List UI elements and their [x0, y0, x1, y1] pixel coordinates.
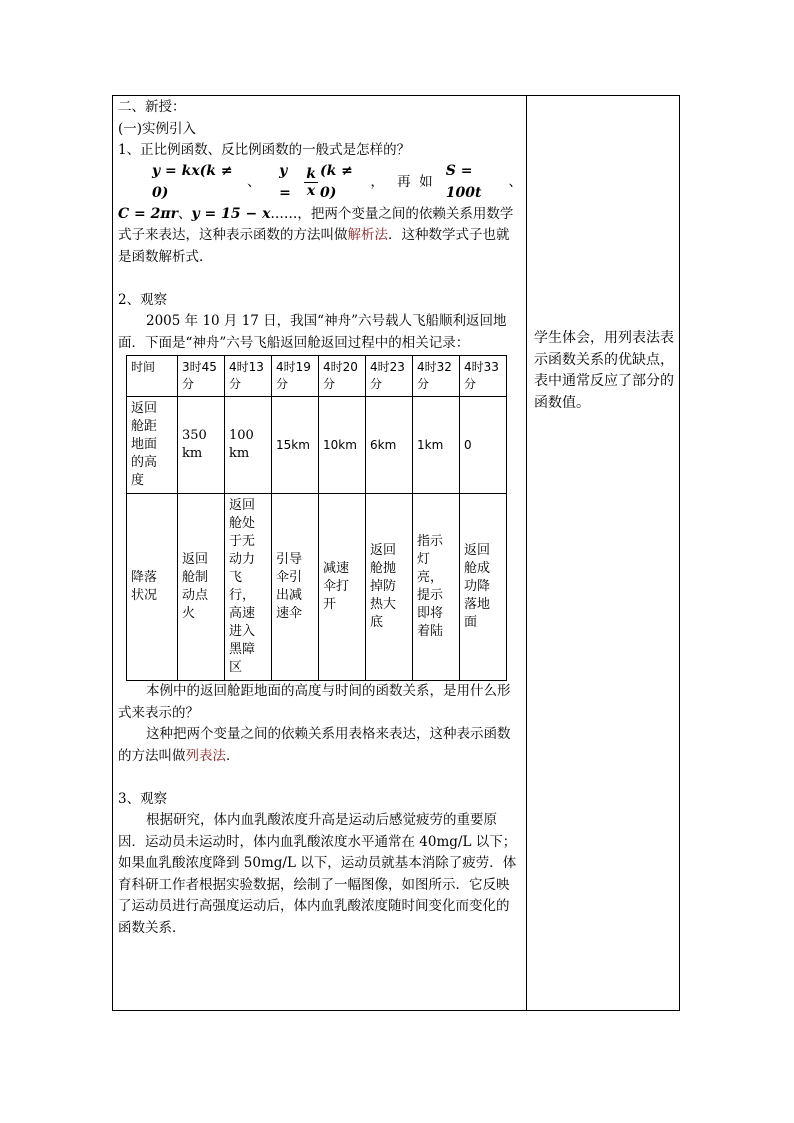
- observation-2-question: 本例中的返回舱距地面的高度与时间的函数关系，是用什么形式来表示的？: [118, 683, 511, 721]
- formula-explanation-end: ．这种数学式子也就是函数解析式．: [118, 227, 510, 265]
- section-heading: 二、新授：: [118, 99, 186, 115]
- table-row-height: [127, 397, 507, 494]
- table-cell-time: 4时33分: [460, 356, 507, 397]
- observation-2-heading: 2、观察: [118, 291, 168, 308]
- term-table-method: 列表法: [185, 747, 226, 764]
- table-cell-height: 350km: [178, 397, 225, 494]
- formula-inverse-fraction: [304, 166, 318, 199]
- formula-again-text: 再 如: [397, 173, 433, 190]
- observation-2-answer: 这种把两个变量之间的依赖关系用表格来表达，这种表示函数的方法叫做列表法．: [118, 726, 511, 764]
- table-cell-height: 100km: [225, 397, 272, 494]
- formula-inverse-condition: (k ≠ 0): [319, 163, 353, 201]
- table-cell-time: 4时20分: [319, 356, 366, 397]
- formula-circumference: C = 2πr: [118, 205, 178, 222]
- observation-2-intro: 2005 年 10 月 17 日，我国“神舟”六号载人飞船顺利返回地面．下面是“神舟”六号飞船返回舱返回过程中的相关记录：: [118, 313, 507, 351]
- formula-separator: 、: [508, 173, 522, 190]
- table-cell-status: 返回舱处于无动力飞行，高速进入黑障区: [225, 494, 272, 681]
- table-cell-height: 1km: [413, 397, 460, 494]
- table-cell-status: 返回舱制动点火: [178, 494, 225, 681]
- table-cell-height: 10km: [319, 397, 366, 494]
- table-cell-time: 4时23分: [366, 356, 413, 397]
- table-cell-time: 4时13分: [225, 356, 272, 397]
- table-cell-status: 返回舱抛掉防热大底: [366, 494, 413, 681]
- formula-explanation: ……，把两个变量之间的依赖关系用数学式子来表达，这种表示函数的方法叫做: [118, 205, 514, 243]
- formula-paragraph: [118, 204, 522, 269]
- observation-3-body: 根据研究，体内血乳酸浓度升高是运动后感觉疲劳的重要原因．运动员未运动时，体内血乳酸浓度水平通常在 40mg/L 以下；如果血乳酸浓度降到 50mg/L 以下，运动员就基本消除了疲劳．体育科研工作者根据实验数据，绘制了一幅图像，如图所示．它反映了运动员进行高强度运动后，体内血乳酸浓度随时间变化而变化的函数关系．: [118, 812, 517, 936]
- table-cell-status: 指示灯亮，提示即将着陆: [413, 494, 460, 681]
- fraction-denominator: x: [306, 183, 316, 199]
- table-cell-time: 4时32分: [413, 356, 460, 397]
- table-cell-height: 0: [460, 397, 507, 494]
- question-1: 1、正比例函数、反比例函数的一般式是怎样的？: [118, 142, 411, 158]
- formula-distance: S = 100t: [445, 163, 482, 201]
- table-header-time: 时间: [127, 356, 178, 397]
- observation-3-heading: 3、观察: [118, 790, 168, 807]
- table-row-status: [127, 494, 507, 681]
- formula-inverse-lhs: y =: [279, 163, 291, 201]
- table-row-time: [127, 356, 507, 397]
- table-cell-status: 减速伞打开: [319, 494, 366, 681]
- table-cell-height: 6km: [366, 397, 413, 494]
- table-cell-time: 3时45分: [178, 356, 225, 397]
- subsection-heading: (一)实例引入: [118, 120, 197, 137]
- shenzhou-record-table: [126, 355, 507, 681]
- table-cell-status: 返回舱成功降落地面: [460, 494, 507, 681]
- formula-separator: 、: [178, 205, 192, 222]
- side-note: 学生体会，用列表法表示函数关系的优缺点，表中通常反应了部分的函数值。: [534, 330, 674, 411]
- formula-separator: ，: [370, 173, 384, 190]
- fraction-numerator: k: [306, 166, 316, 182]
- column-divider: [526, 95, 527, 1011]
- table-header-height: 返回舱距地面的高度: [127, 397, 178, 494]
- formula-direct-proportion: y = kx(k ≠ 0): [152, 163, 233, 201]
- formula-row: [118, 162, 522, 204]
- table-cell-height: 15km: [272, 397, 319, 494]
- formula-separator: 、: [247, 173, 261, 190]
- table-cell-status: 引导伞引出减速伞: [272, 494, 319, 681]
- table-cell-time: 4时19分: [272, 356, 319, 397]
- table-header-status: 降落状况: [127, 494, 178, 681]
- term-analytic-method: 解析法: [347, 227, 388, 243]
- main-column: [118, 97, 522, 939]
- formula-linear: y = 15 − x: [191, 205, 271, 222]
